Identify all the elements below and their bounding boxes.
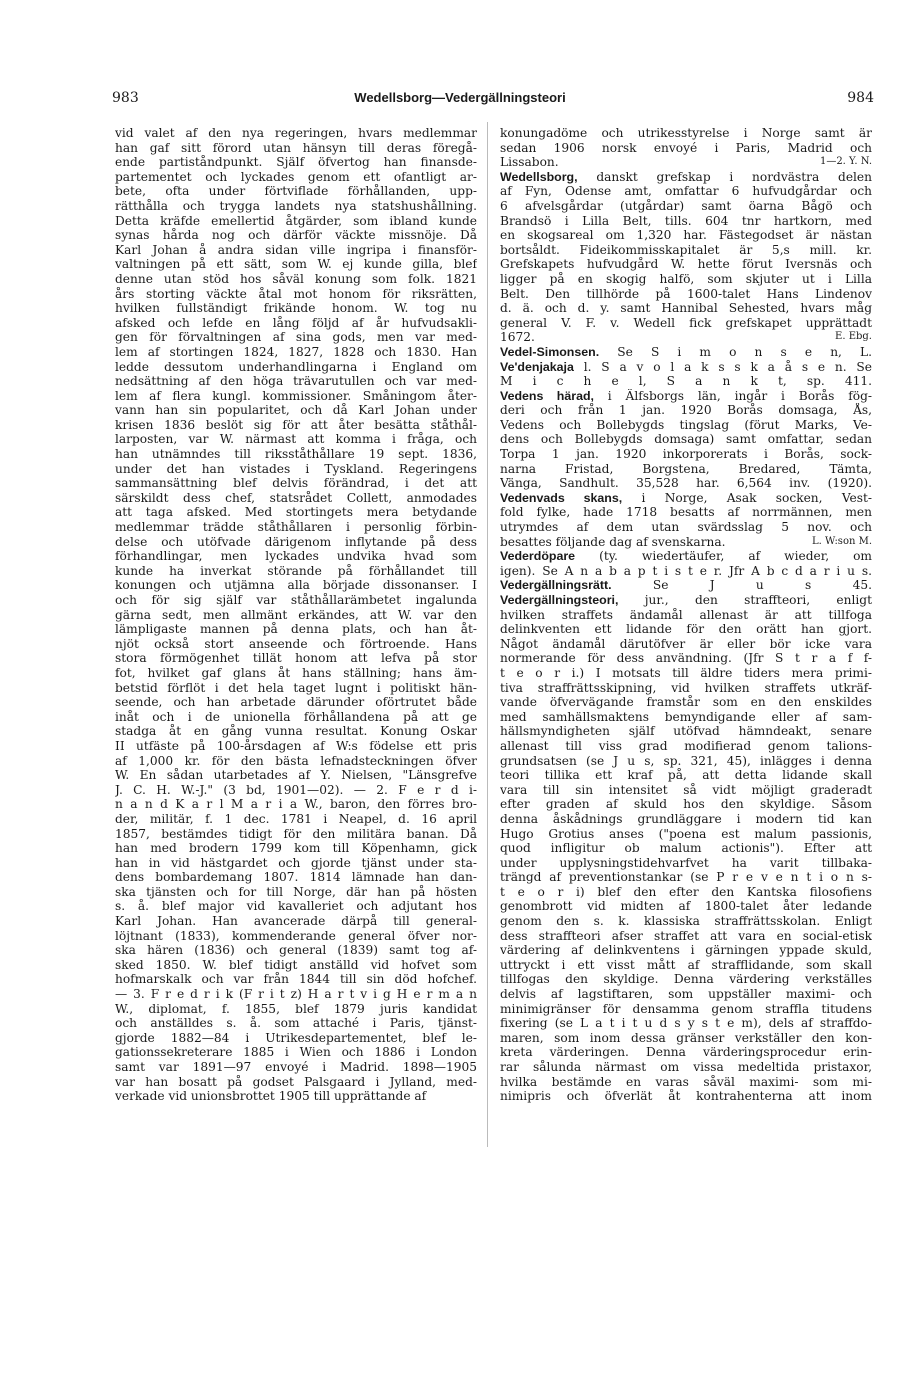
text-line: gärna sedt, men allmänt erkändes, att W. var den <box>115 607 477 622</box>
text-line: njöt också stort anseende och förtroende. Hans <box>115 636 477 651</box>
text-line: vann han sin popularitet, och då Karl Johan under <box>115 403 477 418</box>
entry-text: i Norge, Asak socken, Vest- <box>622 490 872 505</box>
text-line: denne utan stöd hos såväl konung som folk. 1821 <box>115 271 477 286</box>
entry-text: Brandsö i Lilla Belt, tills. 604 tnr hartkorn, med <box>500 213 872 228</box>
column-divider <box>487 122 488 1147</box>
text-line <box>500 432 872 447</box>
text-line <box>500 403 872 418</box>
entry-text: fixering (se L a t i t u d s y s t e m), dels af straffdo- <box>500 1016 872 1031</box>
page-header <box>0 90 920 110</box>
text-line <box>500 768 872 783</box>
entry-text: danskt grefskap i nordvästra delen <box>577 169 872 184</box>
entry-text: normerande för dess användning. (Jfr S t r a f f- <box>500 651 872 666</box>
text-line <box>500 783 872 798</box>
text-line: rätthålla och trygga landets nya statshushållning. <box>115 198 477 213</box>
text-line <box>500 593 872 608</box>
entry-headword: Vedergällningsrätt. <box>500 578 612 593</box>
page-number-left: 983 <box>112 90 139 106</box>
text-line: synas hårda nog och därför väckte missnöje. Då <box>115 228 477 243</box>
text-line <box>500 228 872 243</box>
entry-text: sedan 1906 norsk envoyé i Paris, Madrid och <box>500 140 872 155</box>
entry-text: tillfogas den skyldige. Denna värdering verkställes <box>500 972 872 987</box>
text-line <box>500 710 872 725</box>
entry-text: rar sålunda närmast om vissa medeltida pristaxor, <box>500 1060 872 1074</box>
text-line <box>500 301 872 316</box>
text-line: larposten, var W. närmast att komma i fråga, och <box>115 432 477 447</box>
entry-headword: Ve'denjakaja <box>500 359 574 374</box>
text-line: s. å. blef major vid kavalleriet och adjutant hos <box>115 899 477 914</box>
entry-text: narna Fristad, Borgstena, Bredared, Tämta, <box>500 461 872 476</box>
text-line <box>500 418 872 433</box>
entry-text: teori tillika ett kraf på, att detta lidande skall <box>500 768 872 783</box>
entry-text: l. S a v o l a k s s k a å s e n. Se <box>573 359 872 374</box>
entry-headword: Vedel-Simonsen. <box>500 344 600 359</box>
text-line: J. C. H. W.-J." (3 bd, 1901—02). — 2. F e r d i- <box>115 782 477 797</box>
entry-text: utrymdes af dem utan svärdsslag 5 nov. och <box>500 520 872 535</box>
entry-text: d. ä. och d. y. samt Hannibal Sehested, hvars måg <box>500 301 872 316</box>
text-line: Karl Johan å andra sidan ville ingripa i finansför- <box>115 242 477 257</box>
text-line: afsked och lefde en lång följd af år hufvudsakli- <box>115 315 477 330</box>
text-line: betstid förflöt i det hela taget lugnt i politiskt hän- <box>115 680 477 695</box>
entry-text: af Fyn, Odense amt, omfattar 6 hufvudgårdar och <box>500 184 872 199</box>
text-line: W. En sådan utarbetades af Y. Nielsen, "Länsgrefve <box>115 768 477 783</box>
text-line: seende, och han arbetade därunder oförtrutet både <box>115 695 477 710</box>
right-column <box>500 126 872 1104</box>
text-line <box>500 943 872 958</box>
entry-text: 6 afvelsgårdar (utgårdar) samt öarna Bågö och <box>500 198 872 213</box>
text-line: under det han vistades i Tyskland. Regeringens <box>115 461 477 476</box>
entry-text: genom den s. k. klassiska straffrättsskolan. Enligt <box>500 914 872 929</box>
text-line: Detta kräfde emellertid åtgärder, som ibland kunde <box>115 213 477 228</box>
entry-text: jur., den straffteori, enligt <box>618 593 872 607</box>
text-line <box>500 505 872 520</box>
text-line: han med brodern 1799 kom till Köpenhamn, gick <box>115 841 477 856</box>
text-line: ska hären (1836) och general (1839) samt tog af- <box>115 943 477 958</box>
entry-text: M i c h e l, S a n k t, sp. 411. <box>500 374 872 389</box>
entry-headword: Vedenvads skans, <box>500 490 623 505</box>
entry-text: hvilka bestämde en varas såväl maximi- som mi- <box>500 1074 872 1089</box>
text-line <box>500 637 872 652</box>
text-line <box>500 374 872 389</box>
text-line: W., diplomat, f. 1855, blef 1879 juris kandidat <box>115 1001 477 1016</box>
text-line: nedsättning af den höga trävarutullen och var med- <box>115 374 477 389</box>
text-line: och anställdes s. å. som attaché i Paris, tjänst- <box>115 1016 477 1031</box>
text-line <box>500 1075 872 1090</box>
entry-text: Lissabon. <box>500 155 559 170</box>
text-line <box>500 666 872 681</box>
text-line <box>500 739 872 754</box>
text-line: gationssekreterare 1885 i Wien och 1886 i London <box>115 1045 477 1060</box>
entry-text: Se J u s 45. <box>611 578 872 593</box>
entry-text: Torpa 1 jan. 1920 inkorporerats i Borås, sock- <box>500 447 872 462</box>
entry-text: delinkventen ett lidande för den orätt han gjort. <box>500 622 872 637</box>
page-number-right: 984 <box>847 90 874 106</box>
entry-text: bortsåldt. Fideikommisskapitalet är 5,s mill. kr. <box>500 242 872 257</box>
text-line: fot, hvilket gaf glans åt hans ställning; hans äm- <box>115 665 477 680</box>
text-line <box>500 929 872 944</box>
entry-text: 1672. <box>500 330 535 345</box>
entry-text: trängd af preventionstankar (se P r e v e n t i o n s- <box>500 870 872 885</box>
text-line <box>500 330 872 345</box>
text-line <box>500 345 872 360</box>
text-line <box>500 1031 872 1046</box>
text-line <box>500 1002 872 1017</box>
text-line: löjtnant (1833), kommenderande general öfver nor- <box>115 928 477 943</box>
text-line <box>500 578 872 593</box>
text-line <box>500 622 872 637</box>
entry-text: deri och från 1 jan. 1920 Borås domsaga, Ås, <box>500 403 872 418</box>
text-line <box>500 170 872 185</box>
text-line <box>500 827 872 842</box>
text-line: hofmarskalk och var från 1844 till sin död hofchef. <box>115 972 477 987</box>
text-line: n a n d K a r l M a r i a W., baron, den förres bro- <box>115 797 477 812</box>
entry-text: Se S i m o n s e n, L. <box>599 344 872 359</box>
text-line <box>500 476 872 491</box>
entry-text: fold fylke, hade 1718 besatts af norrmännen, men <box>500 505 872 520</box>
text-line <box>500 608 872 623</box>
text-line: han gaf sitt förord utan hänsyn till deras föregå- <box>115 140 477 155</box>
text-line <box>500 272 872 287</box>
text-line: lem af flera kungl. kommissioner. Småningom åter- <box>115 388 477 403</box>
text-line: gen för förvaltningen af sina gods, men var med- <box>115 330 477 345</box>
text-line <box>500 287 872 302</box>
text-line <box>500 681 872 696</box>
text-line <box>500 535 872 550</box>
entry-text: igen). Se A n a b a p t i s t e r. Jfr A b c d a r i u s. <box>500 563 872 578</box>
text-line <box>500 520 872 535</box>
text-line <box>500 856 872 871</box>
entry-text: Hugo Grotius anses ("poena est malum passionis, <box>500 826 872 841</box>
entry-text: nimipris och öfverlät åt kontrahenterna att inom <box>500 1089 872 1104</box>
entry-text: uttryckt i ett visst mått af strafflidande, som skall <box>500 957 872 972</box>
entry-text: en skogsareal om 1,320 har. Fästegodset är nästan <box>500 228 872 243</box>
text-line <box>500 491 872 506</box>
text-line: ska tjänsten och for till Norge, där han på hösten <box>115 884 477 899</box>
entry-text: besattes följande dag af svenskarna. <box>500 534 726 549</box>
text-line <box>500 1045 872 1060</box>
entry-text: ligger på en skogig halfö, som skjuter ut i Lilla <box>500 271 872 286</box>
text-line <box>500 754 872 769</box>
text-line: partementet och lyckades genom ett ofantligt ar- <box>115 169 477 184</box>
text-line <box>500 870 872 885</box>
text-line <box>500 389 872 404</box>
entry-text: (ty. wiedertäufer, af wieder, om <box>575 549 872 564</box>
text-line: stora förmögenhet tillät honom att lefva på stor <box>115 651 477 666</box>
text-line <box>500 1016 872 1031</box>
text-line <box>500 549 872 564</box>
entry-text: med samhällsmaktens bemyndigande eller af sam- <box>500 709 872 724</box>
entry-text: vande öfvervägande framstår som en den enskildes <box>500 695 872 710</box>
entry-text: genombrott vid midten af 1800-talet åter ledande <box>500 899 872 914</box>
text-line <box>500 972 872 987</box>
text-line <box>500 914 872 929</box>
entry-text: Vänga, Sandhult. 35,528 har. 6,564 inv. (1920). <box>500 476 872 491</box>
text-line <box>500 724 872 739</box>
text-line <box>500 360 872 375</box>
entry-text: kreta värderingen. Denna värderingsprocedur erin- <box>500 1045 872 1060</box>
entry-text: dens och Bollebygds domsaga) samt omfattar, sedan <box>500 432 872 447</box>
text-line <box>500 447 872 462</box>
entry-text: Vedens och Bollebygds tingslag (förut Marks, Ve- <box>500 417 872 432</box>
text-line: lem af stortingen 1824, 1827, 1828 och 1830. Han <box>115 344 477 359</box>
text-line: stadga åt en gång vunna resultat. Konung Oskar <box>115 724 477 739</box>
text-line: verkade vid unionsbrottet 1905 till upprättande af <box>115 1089 427 1104</box>
entry-text: maren, som inom dessa gränser verkställer den kon- <box>500 1030 872 1045</box>
text-line <box>500 257 872 272</box>
text-line: gjorde 1882—84 i Utrikesdepartementet, blef le- <box>115 1030 477 1045</box>
text-line: samt var 1891—97 envoyé i Madrid. 1898—1905 <box>115 1060 477 1074</box>
entry-text: tiva straffrättsskipning, vid hvilken straffets utkräf- <box>500 680 872 695</box>
text-line <box>500 1089 872 1104</box>
text-line: kunde ha inverkat störande på förhållandet till <box>115 563 477 578</box>
text-line <box>500 316 872 331</box>
entry-text: minimigränser för densamma genom straffla titudens <box>500 1001 872 1016</box>
text-line <box>500 695 872 710</box>
text-line: af 1,000 kr. för den bästa lefnadsteckningen öfver <box>115 753 477 768</box>
entry-text: värdering af delinkventens i gärningen yppade skuld, <box>500 943 872 958</box>
text-line: delse och utöfvade därigenom inflytande på dess <box>115 534 477 549</box>
text-line <box>500 812 872 827</box>
author-signature: L. W:son M. <box>812 535 872 547</box>
text-line <box>500 126 872 141</box>
entry-headword: Vedergällningsteori, <box>500 593 619 607</box>
text-line <box>500 841 872 856</box>
entry-text: allenast till viss grad modifierad genom talions- <box>500 738 872 753</box>
entry-text: denna åskådnings grundläggare i modern tid kan <box>500 811 872 826</box>
entry-headword: Vederdöpare <box>500 549 576 564</box>
text-line: hvilken fullständigt frikände honom. W. tog nu <box>115 301 477 316</box>
text-line: — 3. F r e d r i k (F r i t z) H a r t v i g H e r m a n <box>115 987 477 1002</box>
entry-text: efter graden af skuld hos den skyldige. Såsom <box>500 797 872 812</box>
left-column <box>115 126 477 1104</box>
text-line <box>500 462 872 477</box>
text-line <box>500 958 872 973</box>
text-line: valtningen på ett sätt, som W. ej kunde gilla, blef <box>115 257 477 272</box>
text-line: sammansättning blef delvis förändrad, i det att <box>115 476 477 491</box>
entry-text: under upplysningstidehvarfvet ha varit tillbaka- <box>500 855 872 870</box>
text-line <box>500 199 872 214</box>
entry-text: konungadöme och utrikesstyrelse i Norge samt är <box>500 126 872 140</box>
entry-text: i Älfsborgs län, ingår i Borås fög- <box>593 388 872 403</box>
entry-text: quod infligitur ob malum actionis"). Efter att <box>500 841 872 856</box>
text-line: lämpligaste mannen på denna plats, och han åt- <box>115 622 477 637</box>
text-line: års storting väckte åtal mot honom för riksrätten, <box>115 286 477 301</box>
text-line: sked 1850. W. blef tidigt anställd vid hofvet som <box>115 957 477 972</box>
text-line: II utfäste på 100-årsdagen af W:s födelse ett pris <box>115 738 477 753</box>
text-line: och för sig själf var ståthållarämbetet ingalunda <box>115 593 477 607</box>
entry-text: Grefskapets hufvudgård W. hette förut Iversnäs och <box>500 257 872 272</box>
author-signature: E. Ebg. <box>835 331 872 343</box>
entry-text: Belt. Den tillhörde på 1600-talet Hans Lindenov <box>500 286 872 301</box>
text-line <box>500 214 872 229</box>
text-line: inåt och i de unionella förhållandena på att ge <box>115 709 477 724</box>
text-line: medlemmar trädde ståthållaren i personlig förbin- <box>115 520 477 535</box>
running-title: Wedellsborg—Vedergällningsteori <box>354 90 566 105</box>
entry-text: hällsmyndigheten själf utöfvad hämndeakt, senare <box>500 724 872 739</box>
entry-headword: Wedellsborg, <box>500 169 578 184</box>
text-line <box>500 184 872 199</box>
text-line: han in vid hästgardet och gjorde tjänst under sta- <box>115 855 477 870</box>
entry-text: Något ändamål därutöfver är eller bör icke vara <box>500 636 872 651</box>
entry-headword: Vedens härad, <box>500 388 594 403</box>
text-line: krisen 1836 beslöt sig för att åter besätta ståthål- <box>115 417 477 432</box>
text-line <box>500 797 872 812</box>
text-line <box>500 1060 872 1075</box>
text-line: han utnämndes till riksståthållare 19 sept. 1836, <box>115 447 477 462</box>
entry-text: t e o r i) blef den efter den Kantska filosofiens <box>500 884 872 899</box>
text-line: der, militär, f. 1 dec. 1781 i Neapel, d. 16 april <box>115 811 477 826</box>
text-line <box>500 651 872 666</box>
entry-text: grundsatsen (se J u s, sp. 321, 45), inlägges i denna <box>500 753 872 768</box>
text-line: Karl Johan. Han avancerade därpå till general- <box>115 914 477 929</box>
text-line: konungen och utjämna alla började dissonanser. I <box>115 578 477 593</box>
text-line: bete, ofta under förtviflade förhållanden, upp- <box>115 184 477 199</box>
text-line <box>500 899 872 914</box>
text-line <box>500 564 872 579</box>
text-line: 1857, bestämdes tidigt för den militära banan. Då <box>115 826 477 841</box>
entry-text: delvis af lagstiftaren, som uppställer maximi- och <box>500 987 872 1002</box>
text-line <box>500 987 872 1002</box>
text-line: ende partiståndpunkt. Själf öfvertog han finansde- <box>115 155 477 170</box>
text-line <box>500 243 872 258</box>
text-line: vid valet af den nya regeringen, hvars medlemmar <box>115 126 477 140</box>
author-signature: 1—2. Y. N. <box>819 156 872 168</box>
text-line: ledde dessutom underhandlingarna i England om <box>115 359 477 374</box>
entry-text: dess straffteori afser straffet att vara en social-etisk <box>500 928 872 943</box>
text-line <box>500 155 872 170</box>
text-line <box>500 885 872 900</box>
text-line: att taga afsked. Med stortingets mera betydande <box>115 505 477 520</box>
text-line <box>500 141 872 156</box>
entry-text: hvilken straffets ändamål allenast är att tillfoga <box>500 607 872 622</box>
text-line: förhandlingar, men lyckades undvika hvad som <box>115 549 477 564</box>
text-line: var han bosatt på godset Palsgaard i Jylland, med- <box>115 1074 477 1089</box>
text-line: dens bombardemang 1807. 1814 lämnade han dan- <box>115 870 477 885</box>
entry-text: general V. F. v. Wedell fick grefskapet upprättadt <box>500 315 872 330</box>
text-line: särskildt dess chef, statsrådet Collett, anmodades <box>115 490 477 505</box>
entry-text: vara till sin intensitet så vidt möjligt graderadt <box>500 782 872 797</box>
entry-text: t e o r i.) I motsats till äldre tiders mera primi- <box>500 665 872 680</box>
